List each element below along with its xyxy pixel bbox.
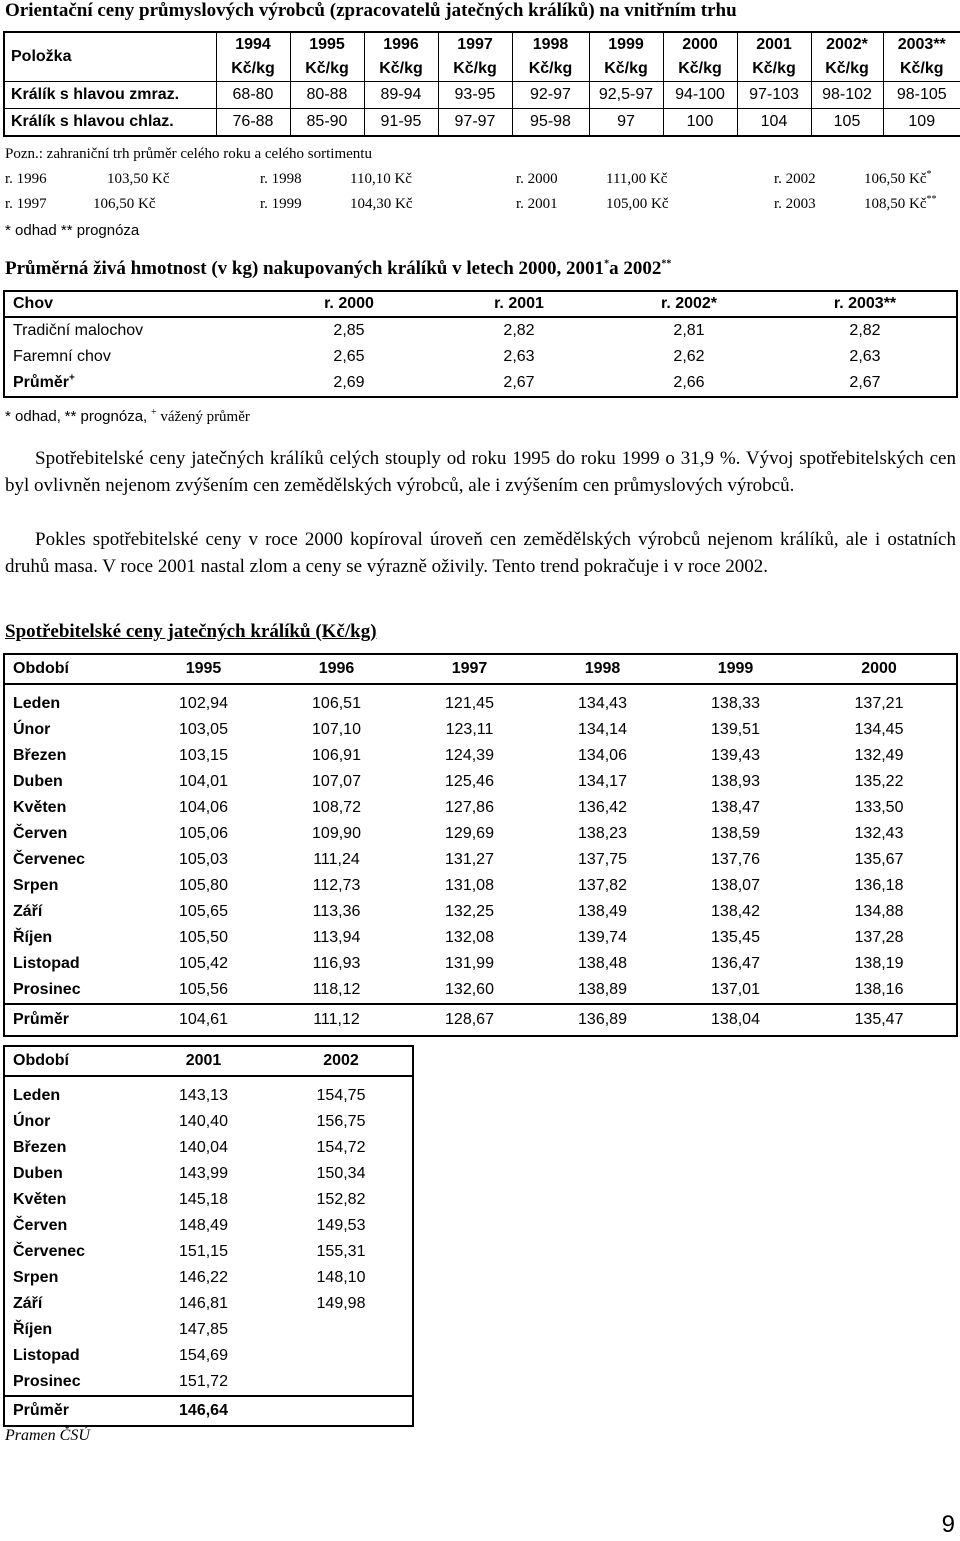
table-cell: 154,75 xyxy=(316,1087,366,1104)
table-cell: 107,07 xyxy=(312,773,361,790)
table-row xyxy=(4,1369,413,1396)
table-cell: 132,08 xyxy=(445,929,494,946)
month-label: Březen xyxy=(13,1139,67,1156)
note-value: 105,00 Kč xyxy=(606,196,669,212)
month-label: Říjen xyxy=(13,1321,53,1338)
table-cell: 113,36 xyxy=(312,903,361,920)
table-cell xyxy=(270,1317,413,1343)
table-cell: 80-88 xyxy=(290,82,364,109)
column-header-item: Položka xyxy=(4,32,216,82)
table-cell: 140,04 xyxy=(179,1139,228,1156)
table-header-row xyxy=(4,291,957,317)
page-title: Orientační ceny průmyslových výrobců (zpracovatelů jatečných králíků) na vnitřním trhu xyxy=(5,0,737,21)
table-cell: 135,22 xyxy=(854,773,904,790)
table-row xyxy=(4,1187,413,1213)
table-cell: 93-95 xyxy=(438,82,512,109)
note-year: r. 1996 xyxy=(5,171,47,187)
table-cell: 2,85 xyxy=(333,322,365,339)
table-row xyxy=(4,925,957,951)
table-header-row xyxy=(4,1046,413,1076)
table-cell: 133,50 xyxy=(854,799,904,816)
table-cell: 156,75 xyxy=(316,1113,366,1130)
column-header: r. 2002* xyxy=(604,291,774,317)
table-cell: 132,25 xyxy=(445,903,494,920)
table-cell: 2,67 xyxy=(503,374,535,391)
year-header: 1997 Kč/kg xyxy=(438,32,512,82)
table-cell: 97-97 xyxy=(438,109,512,137)
table-cell: 125,46 xyxy=(445,773,494,790)
paragraph: Spotřebitelské ceny jatečných králíků celých stouply od roku 1995 do roku 1999 o 31,9 %. Vývoj spotřebitelských cen byl ovlivněn nejenom zvýšením cen zemědělských výrobců, ale i zvýšením cen průmyslových výrobců. xyxy=(5,448,956,496)
month-label: Květen xyxy=(13,799,67,816)
table-row xyxy=(4,370,957,397)
table-cell: 137,28 xyxy=(854,929,904,946)
spacer-row xyxy=(4,684,957,691)
table-cell xyxy=(270,1396,413,1426)
table-cell: 138,59 xyxy=(711,825,760,842)
section-heading-consumer-prices: Spotřebitelské ceny jatečných králíků (Kč/kg) xyxy=(5,621,377,642)
table-cell: 111,24 xyxy=(313,851,360,868)
column-header: Období xyxy=(4,654,137,684)
note-legend-2: * odhad, ** prognóza, + vážený průměr xyxy=(5,407,250,425)
column-header: r. 2000 xyxy=(264,291,434,317)
table-cell: 138,93 xyxy=(711,773,760,790)
table-cell: 104,61 xyxy=(137,1004,270,1036)
table-cell: 2,69 xyxy=(333,374,365,391)
note-legend: * odhad ** prognóza xyxy=(5,222,140,239)
table-cell: 105,56 xyxy=(179,981,228,998)
column-header: 2000 xyxy=(802,654,957,684)
table-row xyxy=(4,821,957,847)
table-cell: 2,82 xyxy=(849,322,881,339)
table-cell: 95-98 xyxy=(512,109,589,137)
table-cell: 149,98 xyxy=(316,1295,366,1312)
table-row xyxy=(4,899,957,925)
table-cell: 129,69 xyxy=(445,825,494,842)
table-cell: 148,10 xyxy=(316,1269,366,1286)
table-row xyxy=(4,109,960,137)
table-cell: 106,91 xyxy=(312,747,361,764)
table-cell: 105 xyxy=(811,109,883,137)
column-header: 1996 xyxy=(270,654,403,684)
table-cell: 2,63 xyxy=(503,348,535,365)
table-cell: 76-88 xyxy=(216,109,290,137)
year-header: 1998 Kč/kg xyxy=(512,32,589,82)
row-label: Faremní chov xyxy=(13,348,111,365)
table-cell: 135,45 xyxy=(711,929,760,946)
month-label: Září xyxy=(13,1295,43,1312)
table-cell: 104,01 xyxy=(179,773,228,790)
table-cell: 138,48 xyxy=(578,955,627,972)
table-row xyxy=(4,1239,413,1265)
table-cell: 134,45 xyxy=(854,721,904,738)
table-cell: 107,10 xyxy=(312,721,361,738)
table-cell: 112,73 xyxy=(312,877,361,894)
table-cell: 146,81 xyxy=(179,1295,228,1312)
row-label: Průměr+ xyxy=(13,372,75,391)
table-cell: 138,42 xyxy=(711,903,760,920)
table-cell: 138,89 xyxy=(578,981,627,998)
average-row xyxy=(4,1004,957,1036)
column-header: Období xyxy=(4,1046,137,1076)
year-header: 1999 Kč/kg xyxy=(589,32,663,82)
table-cell: 92,5-97 xyxy=(589,82,663,109)
table-cell: 136,42 xyxy=(578,799,627,816)
note-year: r. 1997 xyxy=(5,196,47,212)
table-cell: 97-103 xyxy=(737,82,811,109)
note-pozn: Pozn.: zahraniční trh průměr celého roku a celého sortimentu xyxy=(5,146,372,162)
table-cell: 98-105 xyxy=(883,82,960,109)
table-cell: 128,67 xyxy=(403,1004,536,1036)
table-row xyxy=(4,977,957,1004)
table-cell: 105,03 xyxy=(179,851,228,868)
table-cell: 103,15 xyxy=(179,747,228,764)
table-cell: 2,62 xyxy=(673,348,705,365)
table-cell: 104 xyxy=(737,109,811,137)
table-cell: 94-100 xyxy=(663,82,737,109)
table-cell: 109 xyxy=(883,109,960,137)
table-cell: 2,63 xyxy=(849,348,881,365)
row-label: Králík s hlavou chlaz. xyxy=(11,113,174,130)
month-label: Červenec xyxy=(13,1243,86,1260)
row-label: Průměr xyxy=(4,1396,137,1426)
table-cell: 102,94 xyxy=(179,695,228,712)
column-header: 1995 xyxy=(137,654,270,684)
table-cell: 132,49 xyxy=(854,747,904,764)
table-cell: 89-94 xyxy=(364,82,438,109)
month-label: Prosinec xyxy=(13,981,81,998)
table-row xyxy=(4,1109,413,1135)
table-cell: 105,65 xyxy=(179,903,228,920)
table-cell: 137,75 xyxy=(578,851,627,868)
month-label: Září xyxy=(13,903,43,920)
year-header: 1996 Kč/kg xyxy=(364,32,438,82)
table-cell: 85-90 xyxy=(290,109,364,137)
month-label: Říjen xyxy=(13,929,53,946)
column-header: 2002 xyxy=(270,1046,413,1076)
note-year: r. 2000 xyxy=(516,171,558,187)
table-row xyxy=(4,1135,413,1161)
year-header: 1994 Kč/kg xyxy=(216,32,290,82)
table-cell: 154,72 xyxy=(316,1139,366,1156)
table-row xyxy=(4,1161,413,1187)
table-cell: 116,93 xyxy=(312,955,361,972)
table-row xyxy=(4,873,957,899)
table-row xyxy=(4,847,957,873)
table-cell: 68-80 xyxy=(216,82,290,109)
row-label: Tradiční malochov xyxy=(13,322,144,339)
table-cell: 123,11 xyxy=(445,721,494,738)
table-cell: 138,04 xyxy=(669,1004,802,1036)
month-label: Červen xyxy=(13,825,68,842)
month-label: Listopad xyxy=(13,1347,80,1364)
note-year: r. 1999 xyxy=(260,196,302,212)
table-cell: 2,82 xyxy=(503,322,535,339)
table-cell: 138,19 xyxy=(854,955,904,972)
table-cell: 2,65 xyxy=(333,348,365,365)
table-cell: 121,45 xyxy=(445,695,494,712)
column-header: 1999 xyxy=(669,654,802,684)
table-cell: 151,15 xyxy=(179,1243,228,1260)
note-value: 108,50 Kč** xyxy=(864,194,937,212)
year-header: 2000 Kč/kg xyxy=(663,32,737,82)
table-cell: 139,74 xyxy=(578,929,627,946)
table-cell: 136,47 xyxy=(711,955,760,972)
page-number: 9 xyxy=(941,1511,955,1538)
table-cell: 105,06 xyxy=(179,825,228,842)
table-cell: 138,49 xyxy=(578,903,627,920)
table-cell: 135,67 xyxy=(854,851,904,868)
table-cell: 137,21 xyxy=(854,695,904,712)
consumer-prices-table-2001-2002 xyxy=(3,1045,414,1427)
table-header-row xyxy=(4,654,957,684)
table-cell: 132,60 xyxy=(445,981,494,998)
table-cell: 113,94 xyxy=(312,929,361,946)
table-cell: 135,47 xyxy=(802,1004,957,1036)
table-cell: 118,12 xyxy=(312,981,361,998)
month-label: Listopad xyxy=(13,955,80,972)
column-header: Chov xyxy=(4,291,264,317)
year-header: 2001 Kč/kg xyxy=(737,32,811,82)
table-cell: 143,99 xyxy=(179,1165,228,1182)
table-cell: 127,86 xyxy=(445,799,494,816)
table-cell: 92-97 xyxy=(512,82,589,109)
table-cell: 145,18 xyxy=(179,1191,228,1208)
note-value: 103,50 Kč xyxy=(107,171,170,187)
month-label: Únor xyxy=(13,721,51,738)
table-cell xyxy=(270,1343,413,1369)
table-row xyxy=(4,82,960,109)
table-row xyxy=(4,1317,413,1343)
month-label: Duben xyxy=(13,773,63,790)
month-label: Prosinec xyxy=(13,1373,81,1390)
table-cell: 100 xyxy=(663,109,737,137)
table-cell: 124,39 xyxy=(445,747,494,764)
row-label: Králík s hlavou zmraz. xyxy=(4,82,216,109)
table-cell: 149,53 xyxy=(316,1217,366,1234)
month-label: Leden xyxy=(13,1087,61,1104)
table-cell: 139,43 xyxy=(711,747,760,764)
table-row xyxy=(4,743,957,769)
column-header: r. 2001 xyxy=(434,291,604,317)
table-cell: 131,08 xyxy=(445,877,494,894)
source-note: Pramen ČSÚ xyxy=(5,1427,90,1444)
table-cell: 2,66 xyxy=(673,374,705,391)
month-label: Únor xyxy=(13,1113,51,1130)
month-label: Leden xyxy=(13,695,61,712)
column-header: 1998 xyxy=(536,654,669,684)
table-cell: 140,40 xyxy=(179,1113,228,1130)
table-cell: 134,88 xyxy=(854,903,904,920)
paragraph: Pokles spotřebitelské ceny v roce 2000 kopíroval úroveň cen zemědělských výrobců nejenom králíků, ale i ostatních druhů masa. V roce 2001 nastal zlom a ceny se výrazně oživily. Tento trend pokračuje i v roce 2002. xyxy=(5,529,956,577)
table-row xyxy=(4,1265,413,1291)
table-cell: 136,18 xyxy=(854,877,904,894)
note-value: 111,00 Kč xyxy=(606,171,668,187)
table-cell: 151,72 xyxy=(179,1373,228,1390)
table-cell: 134,43 xyxy=(578,695,627,712)
column-header: r. 2003** xyxy=(774,291,957,317)
table-cell: 103,05 xyxy=(179,721,228,738)
table-cell: 138,16 xyxy=(854,981,904,998)
year-header: 2002* Kč/kg xyxy=(811,32,883,82)
month-label: Srpen xyxy=(13,877,59,894)
table-cell: 154,69 xyxy=(179,1347,228,1364)
section-heading-weight: Průměrná živá hmotnost (v kg) nakupovaných králíků v letech 2000, 2001*a 2002** xyxy=(5,258,672,279)
table-cell: 91-95 xyxy=(364,109,438,137)
spacer-row xyxy=(4,1076,413,1083)
table-cell: 137,82 xyxy=(578,877,627,894)
note-value: 110,10 Kč xyxy=(350,171,412,187)
month-label: Červen xyxy=(13,1217,68,1234)
table-cell: 147,85 xyxy=(179,1321,228,1338)
table-cell: 137,01 xyxy=(711,981,760,998)
table-cell: 152,82 xyxy=(316,1191,366,1208)
table-cell: 97 xyxy=(589,109,663,137)
table-cell: 2,67 xyxy=(849,374,881,391)
month-label: Srpen xyxy=(13,1269,59,1286)
consumer-prices-table xyxy=(3,653,958,1037)
row-label: Průměr xyxy=(4,1004,137,1036)
table-cell: 146,22 xyxy=(179,1269,228,1286)
table-row xyxy=(4,1083,413,1109)
table-cell: 134,17 xyxy=(578,773,627,790)
table-row xyxy=(4,1291,413,1317)
table-row xyxy=(4,951,957,977)
table-cell: 150,34 xyxy=(316,1165,366,1182)
table-cell: 134,14 xyxy=(578,721,627,738)
column-header: 2001 xyxy=(137,1046,270,1076)
table-row xyxy=(4,344,957,370)
table-cell: 155,31 xyxy=(316,1243,366,1260)
month-label: Březen xyxy=(13,747,67,764)
note-value: 106,50 Kč xyxy=(93,196,156,212)
table-cell: 148,49 xyxy=(179,1217,228,1234)
table-cell: 143,13 xyxy=(179,1087,228,1104)
table-cell xyxy=(270,1369,413,1396)
table-header-row xyxy=(4,32,960,82)
note-year: r. 1998 xyxy=(260,171,302,187)
month-label: Červenec xyxy=(13,851,86,868)
table-cell: 146,64 xyxy=(137,1396,270,1426)
table-cell: 105,50 xyxy=(179,929,228,946)
table-cell: 131,27 xyxy=(445,851,494,868)
table-cell: 138,33 xyxy=(711,695,760,712)
table-row xyxy=(4,691,957,717)
table-cell: 2,81 xyxy=(673,322,705,339)
note-year: r. 2003 xyxy=(774,196,816,212)
table-cell: 104,06 xyxy=(179,799,228,816)
table-row xyxy=(4,1213,413,1239)
table-row xyxy=(4,769,957,795)
table-cell: 111,12 xyxy=(270,1004,403,1036)
table-cell: 138,07 xyxy=(711,877,760,894)
year-header: 1995 Kč/kg xyxy=(290,32,364,82)
column-header: 1997 xyxy=(403,654,536,684)
month-label: Duben xyxy=(13,1165,63,1182)
table-cell: 138,47 xyxy=(711,799,760,816)
table-cell: 109,90 xyxy=(312,825,361,842)
table-row xyxy=(4,717,957,743)
table-cell: 108,72 xyxy=(312,799,361,816)
table-cell: 131,99 xyxy=(445,955,494,972)
note-year: r. 2001 xyxy=(516,196,558,212)
note-value: 106,50 Kč* xyxy=(864,169,932,187)
table-cell: 136,89 xyxy=(536,1004,669,1036)
table-row xyxy=(4,795,957,821)
table-cell: 139,51 xyxy=(711,721,760,738)
note-value: 104,30 Kč xyxy=(350,196,413,212)
table-row xyxy=(4,317,957,344)
year-header: 2003** Kč/kg xyxy=(883,32,960,82)
table-cell: 105,42 xyxy=(179,955,228,972)
table-cell: 105,80 xyxy=(179,877,228,894)
table-cell: 132,43 xyxy=(854,825,904,842)
live-weight-table xyxy=(3,290,958,398)
table-cell: 134,06 xyxy=(578,747,627,764)
table-cell: 106,51 xyxy=(312,695,361,712)
table-row xyxy=(4,1343,413,1369)
table-cell: 98-102 xyxy=(811,82,883,109)
table-cell: 138,23 xyxy=(578,825,627,842)
producer-prices-table xyxy=(3,31,960,137)
month-label: Květen xyxy=(13,1191,67,1208)
average-row xyxy=(4,1396,413,1426)
note-year: r. 2002 xyxy=(774,171,816,187)
table-cell: 137,76 xyxy=(711,851,760,868)
